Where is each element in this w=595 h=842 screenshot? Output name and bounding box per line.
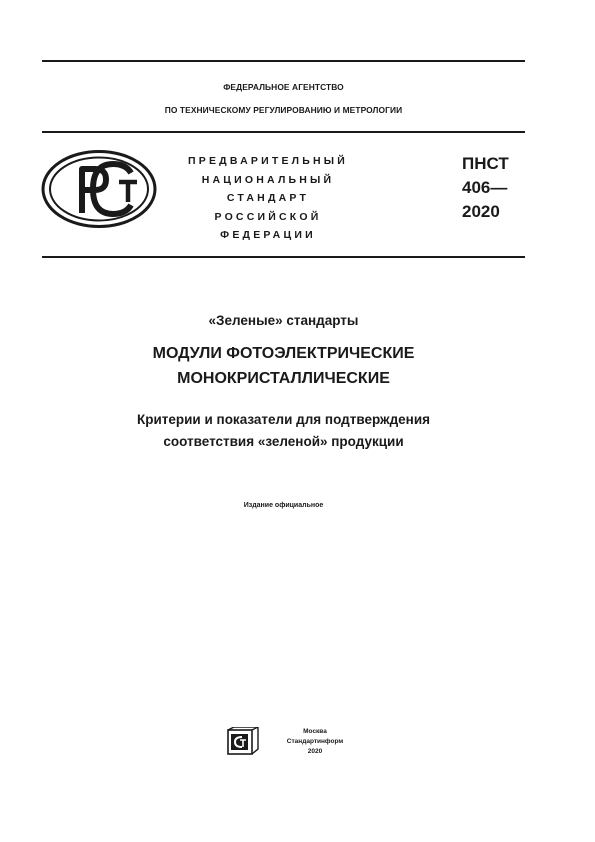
publisher-city: Москва: [303, 728, 327, 735]
standard-type-line-4: РОССИЙСКОЙ: [214, 210, 322, 223]
main-title-line-2: МОНОКРИСТАЛЛИЧЕСКИЕ: [177, 370, 390, 387]
top-rule: [42, 60, 525, 62]
publisher-name: Стандартинформ: [286, 738, 344, 745]
gost-r-certification-mark-icon: [40, 149, 158, 229]
standard-type-line-5: ФЕДЕРАЦИИ: [220, 229, 316, 241]
agency-line-1: ФЕДЕРАЛЬНОЕ АГЕНТСТВО: [223, 82, 344, 92]
main-title-line-1: МОДУЛИ ФОТОЭЛЕКТРИЧЕСКИЕ: [152, 345, 415, 362]
standartinform-logo-icon: [227, 727, 259, 755]
standard-block-top-rule: [42, 131, 525, 133]
subtitle-line-2: соответствия «зеленой» продукции: [163, 434, 404, 449]
standard-code-number: 406—: [462, 178, 508, 197]
publisher-year: 2020: [307, 748, 323, 755]
standard-block-bottom-rule: [42, 256, 525, 258]
edition-label: Издание официальное: [243, 502, 324, 509]
standard-type-line-3: СТАНДАРТ: [226, 192, 310, 204]
subtitle-line-1: Критерии и показатели для подтверждения: [136, 412, 431, 427]
standard-code-prefix: ПНСТ: [462, 154, 509, 173]
standard-type-line-1: ПРЕДВАРИТЕЛЬНЫЙ: [188, 155, 348, 167]
standard-type-line-2: НАЦИОНАЛЬНЫЙ: [201, 173, 335, 186]
agency-line-2: ПО ТЕХНИЧЕСКОМУ РЕГУЛИРОВАНИЮ И МЕТРОЛОГИИ: [164, 105, 403, 115]
standard-code-year: 2020: [462, 202, 500, 221]
series-title: «Зеленые» стандарты: [208, 313, 359, 328]
